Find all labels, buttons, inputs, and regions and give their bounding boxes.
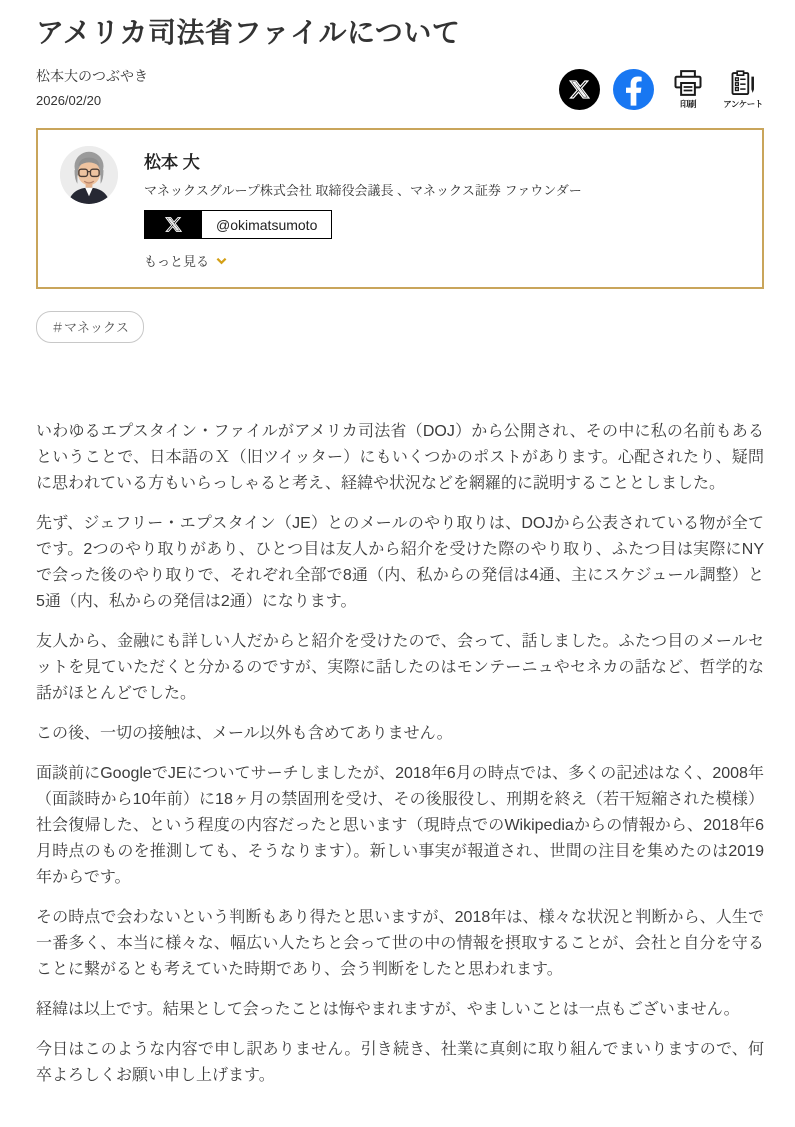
share-buttons — [559, 69, 764, 110]
avatar — [60, 146, 118, 204]
author-name: 松本 大 — [144, 153, 200, 172]
article-body — [36, 419, 764, 1089]
paragraph-4: この後、一切の接触は、メール以外も含めてありません。 — [36, 725, 453, 742]
facebook-icon — [613, 69, 654, 110]
tag-monex[interactable]: ＃マネックス — [36, 311, 144, 343]
paragraph-6: その時点で会わないという判断もあり得たと思いますが、2018年は、様々な状況と判断から、人生で一番多く、本当に様々な、幅広い人たちと会って世の中の情報を摂取することが、会社と自分を守ることに繋がるとも考えていた時期であり、会う判断をしたと思われます。 — [36, 909, 764, 978]
tag-row — [36, 311, 764, 343]
share-facebook-button[interactable] — [613, 69, 654, 110]
author-profile-card — [36, 128, 764, 289]
printer-icon — [673, 69, 703, 97]
survey-button[interactable] — [722, 69, 764, 110]
paragraph-5: 面談前にGoogleでJEについてサーチしましたが、2018年6月の時点では、多くの記述はなく、2008年（面談時から10年前）に18ヶ月の禁固刑を受け、その後服役し、刑期を終え（若干短縮された模様）社会復帰した、という程度の内容だったと思います（現時点でのWikipediaからの情報から、2018年6月時点のものを推測しても、そうなります）。新しい事実が報道され、世間の注目を集めたのは2019年からです。 — [36, 765, 764, 886]
chevron-down-icon — [216, 257, 227, 265]
author-x-handle-link[interactable] — [144, 210, 332, 239]
header-meta-row — [36, 66, 764, 110]
paragraph-1: いわゆるエプスタイン・ファイルがアメリカ司法省（DOJ）から公開され、その中に私の名前もあるということで、日本語のＸ（旧ツイッター）にもいくつかのポストがあります。心配されたり、疑問に思われている方もいらっしゃると考え、経緯や状況などを網羅的に説明することとしました。 — [36, 423, 764, 492]
x-logo-icon — [145, 211, 202, 238]
print-label: 印刷 — [679, 99, 696, 109]
header-meta-left — [36, 66, 148, 110]
blog-name[interactable]: 松本大のつぶやき — [36, 68, 148, 84]
survey-label: アンケート — [723, 99, 763, 109]
x-handle-text: @okimatsumoto — [216, 216, 318, 233]
post-date: 2026/02/20 — [36, 93, 102, 108]
paragraph-8: 今日はこのような内容で申し訳ありません。引き続き、社業に真剣に取り組んでまいりますので、何卒よろしくお願い申し上げます。 — [36, 1041, 764, 1084]
paragraph-3: 友人から、金融にも詳しい人だからと紹介を受けたので、会って、話しました。ふたつ目のメールセットを見ていただくと分かるのですが、実際に話したのはモンテーニュやセネカの話など、哲学的な話がほとんどでした。 — [36, 633, 764, 702]
paragraph-2: 先ず、ジェフリー・エプスタイン（JE）とのメールのやり取りは、DOJから公表されている物が全てです。2つのやり取りがあり、ひとつ目は友人から紹介を受けた際のやり取り、ふたつ目は実際にNYで会った後のやり取りで、それぞれ全部で8通（内、私からの発信は4通、主にスケジュール調整）と5通（内、私からの発信は2通）になります。 — [36, 515, 764, 610]
share-x-button[interactable] — [559, 69, 600, 110]
show-more-label: もっと見る — [144, 254, 210, 269]
author-role: マネックスグループ株式会社 取締役会議長 、マネックス証券 ファウンダー — [144, 183, 582, 198]
survey-clipboard-icon — [729, 69, 757, 97]
show-more-link[interactable] — [144, 251, 227, 270]
page-title: アメリカ司法省ファイルについて — [36, 17, 461, 48]
author-info — [144, 146, 582, 271]
print-button[interactable] — [667, 69, 709, 110]
x-icon — [569, 79, 590, 100]
paragraph-7: 経緯は以上です。結果として会ったことは悔やまれますが、やましいことは一点もございません。 — [36, 1001, 740, 1018]
